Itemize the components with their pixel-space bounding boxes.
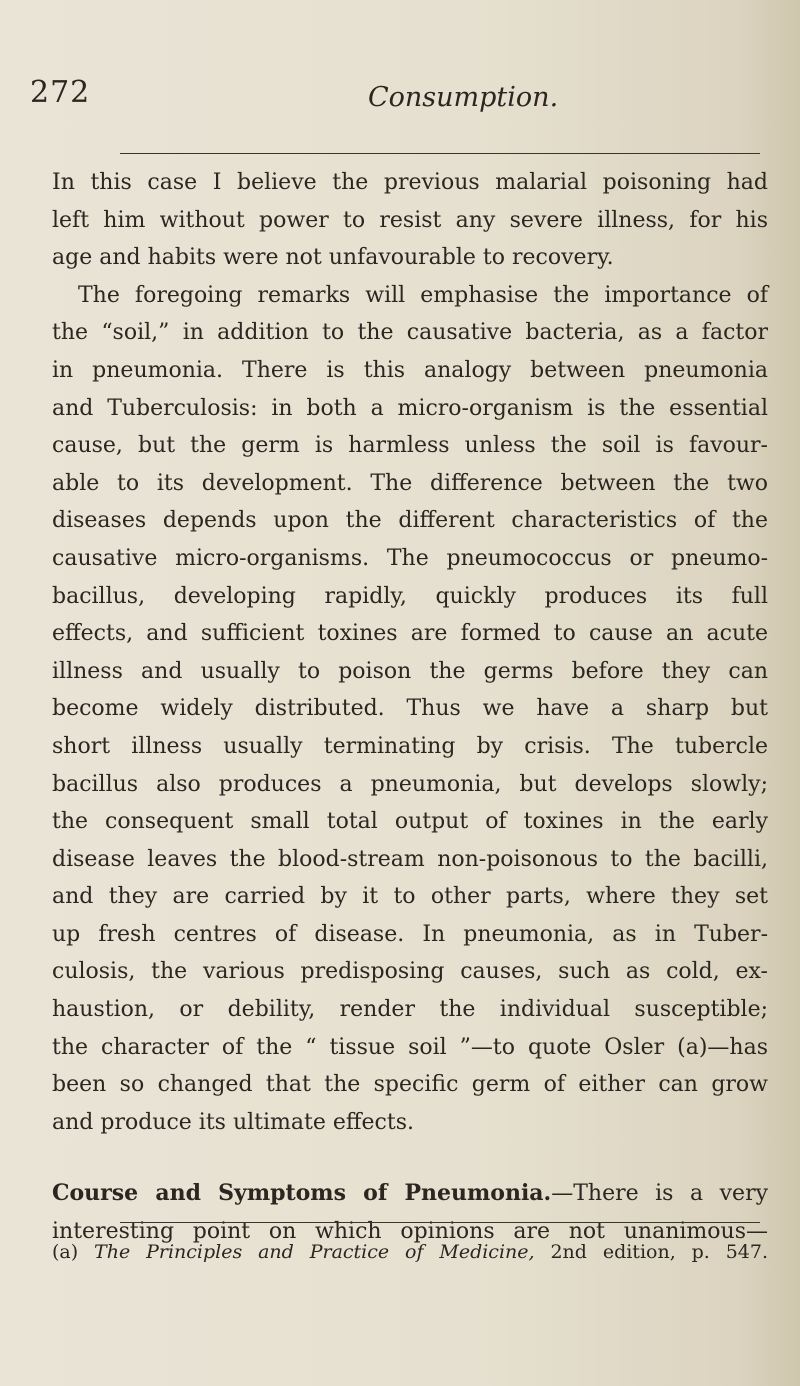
text-line: the character of the “ tissue soil ”—to quote Osler (a)—has: [52, 1034, 768, 1060]
footnote-title: The Principles and Practice of Medicine,: [94, 1241, 535, 1263]
text-line: up fresh centres of disease. In pneumonia, as in Tuber-: [52, 921, 768, 947]
text-line: the consequent small total output of toxines in the early: [52, 809, 768, 835]
text-line: and they are carried by it to other parts, where they set: [52, 884, 768, 910]
text-line: become widely distributed. Thus we have a sharp but: [52, 696, 768, 722]
paragraph-gap: [52, 1141, 768, 1175]
text-line: cause, but the germ is harmless unless the soil is favour-: [52, 433, 768, 459]
text-line: culosis, the various predisposing causes, such as cold, ex-: [52, 959, 768, 985]
text-line: interesting point on which opinions are not unanimous—: [52, 1219, 768, 1245]
text-line: short illness usually terminating by crisis. The tubercle: [52, 733, 768, 759]
running-title: Consumption.: [368, 82, 559, 113]
text-line: —There is a very: [551, 1181, 769, 1207]
text-line: causative micro-organisms. The pneumococcus or pneumo-: [52, 545, 768, 571]
text-line: bacillus, developing rapidly, quickly produces its full: [52, 583, 768, 609]
footnote-marker: (a): [52, 1241, 79, 1263]
text-line: bacillus also produces a pneumonia, but develops slowly;: [52, 771, 768, 797]
text-line: in pneumonia. There is this analogy between pneumonia: [52, 357, 768, 383]
text-line: diseases depends upon the different characteristics of the: [52, 508, 768, 534]
page-number: 272: [30, 75, 91, 110]
text-line: and Tuberculosis: in both a micro-organism is the essential: [52, 395, 768, 421]
text-line: effects, and sufficient toxines are formed to cause an acute: [52, 621, 768, 647]
text-line: able to its development. The difference between the two: [52, 470, 768, 496]
text-line: the “soil,” in addition to the causative bacteria, as a factor: [52, 320, 768, 346]
text-line: illness and usually to poison the germs before they can: [52, 658, 768, 684]
footnote: [52, 1241, 768, 1263]
text-line: The foregoing remarks will emphasise the importance of: [78, 282, 768, 308]
text-line: disease leaves the blood-stream non-poisonous to the bacilli,: [52, 846, 768, 872]
text-line: haustion, or debility, render the individual susceptible;: [52, 997, 768, 1023]
text-line: left him without power to resist any severe illness, for his: [52, 207, 768, 233]
text-line: In this case I believe the previous malarial poisoning had: [52, 170, 768, 195]
text-line: been so changed that the specific germ of either can grow: [52, 1072, 768, 1098]
body-text: [52, 164, 768, 1251]
text-line: and produce its ultimate effects.: [52, 1109, 414, 1135]
footnote-rest: 2nd edition, p. 547.: [550, 1241, 769, 1263]
footnote-rule: [120, 1222, 760, 1223]
section-heading-line: [52, 1175, 768, 1213]
header-rule: [120, 153, 760, 154]
text-line: age and habits were not unfavourable to recovery.: [52, 245, 614, 271]
section-heading: Course and Symptoms of Pneumonia.: [52, 1180, 552, 1207]
